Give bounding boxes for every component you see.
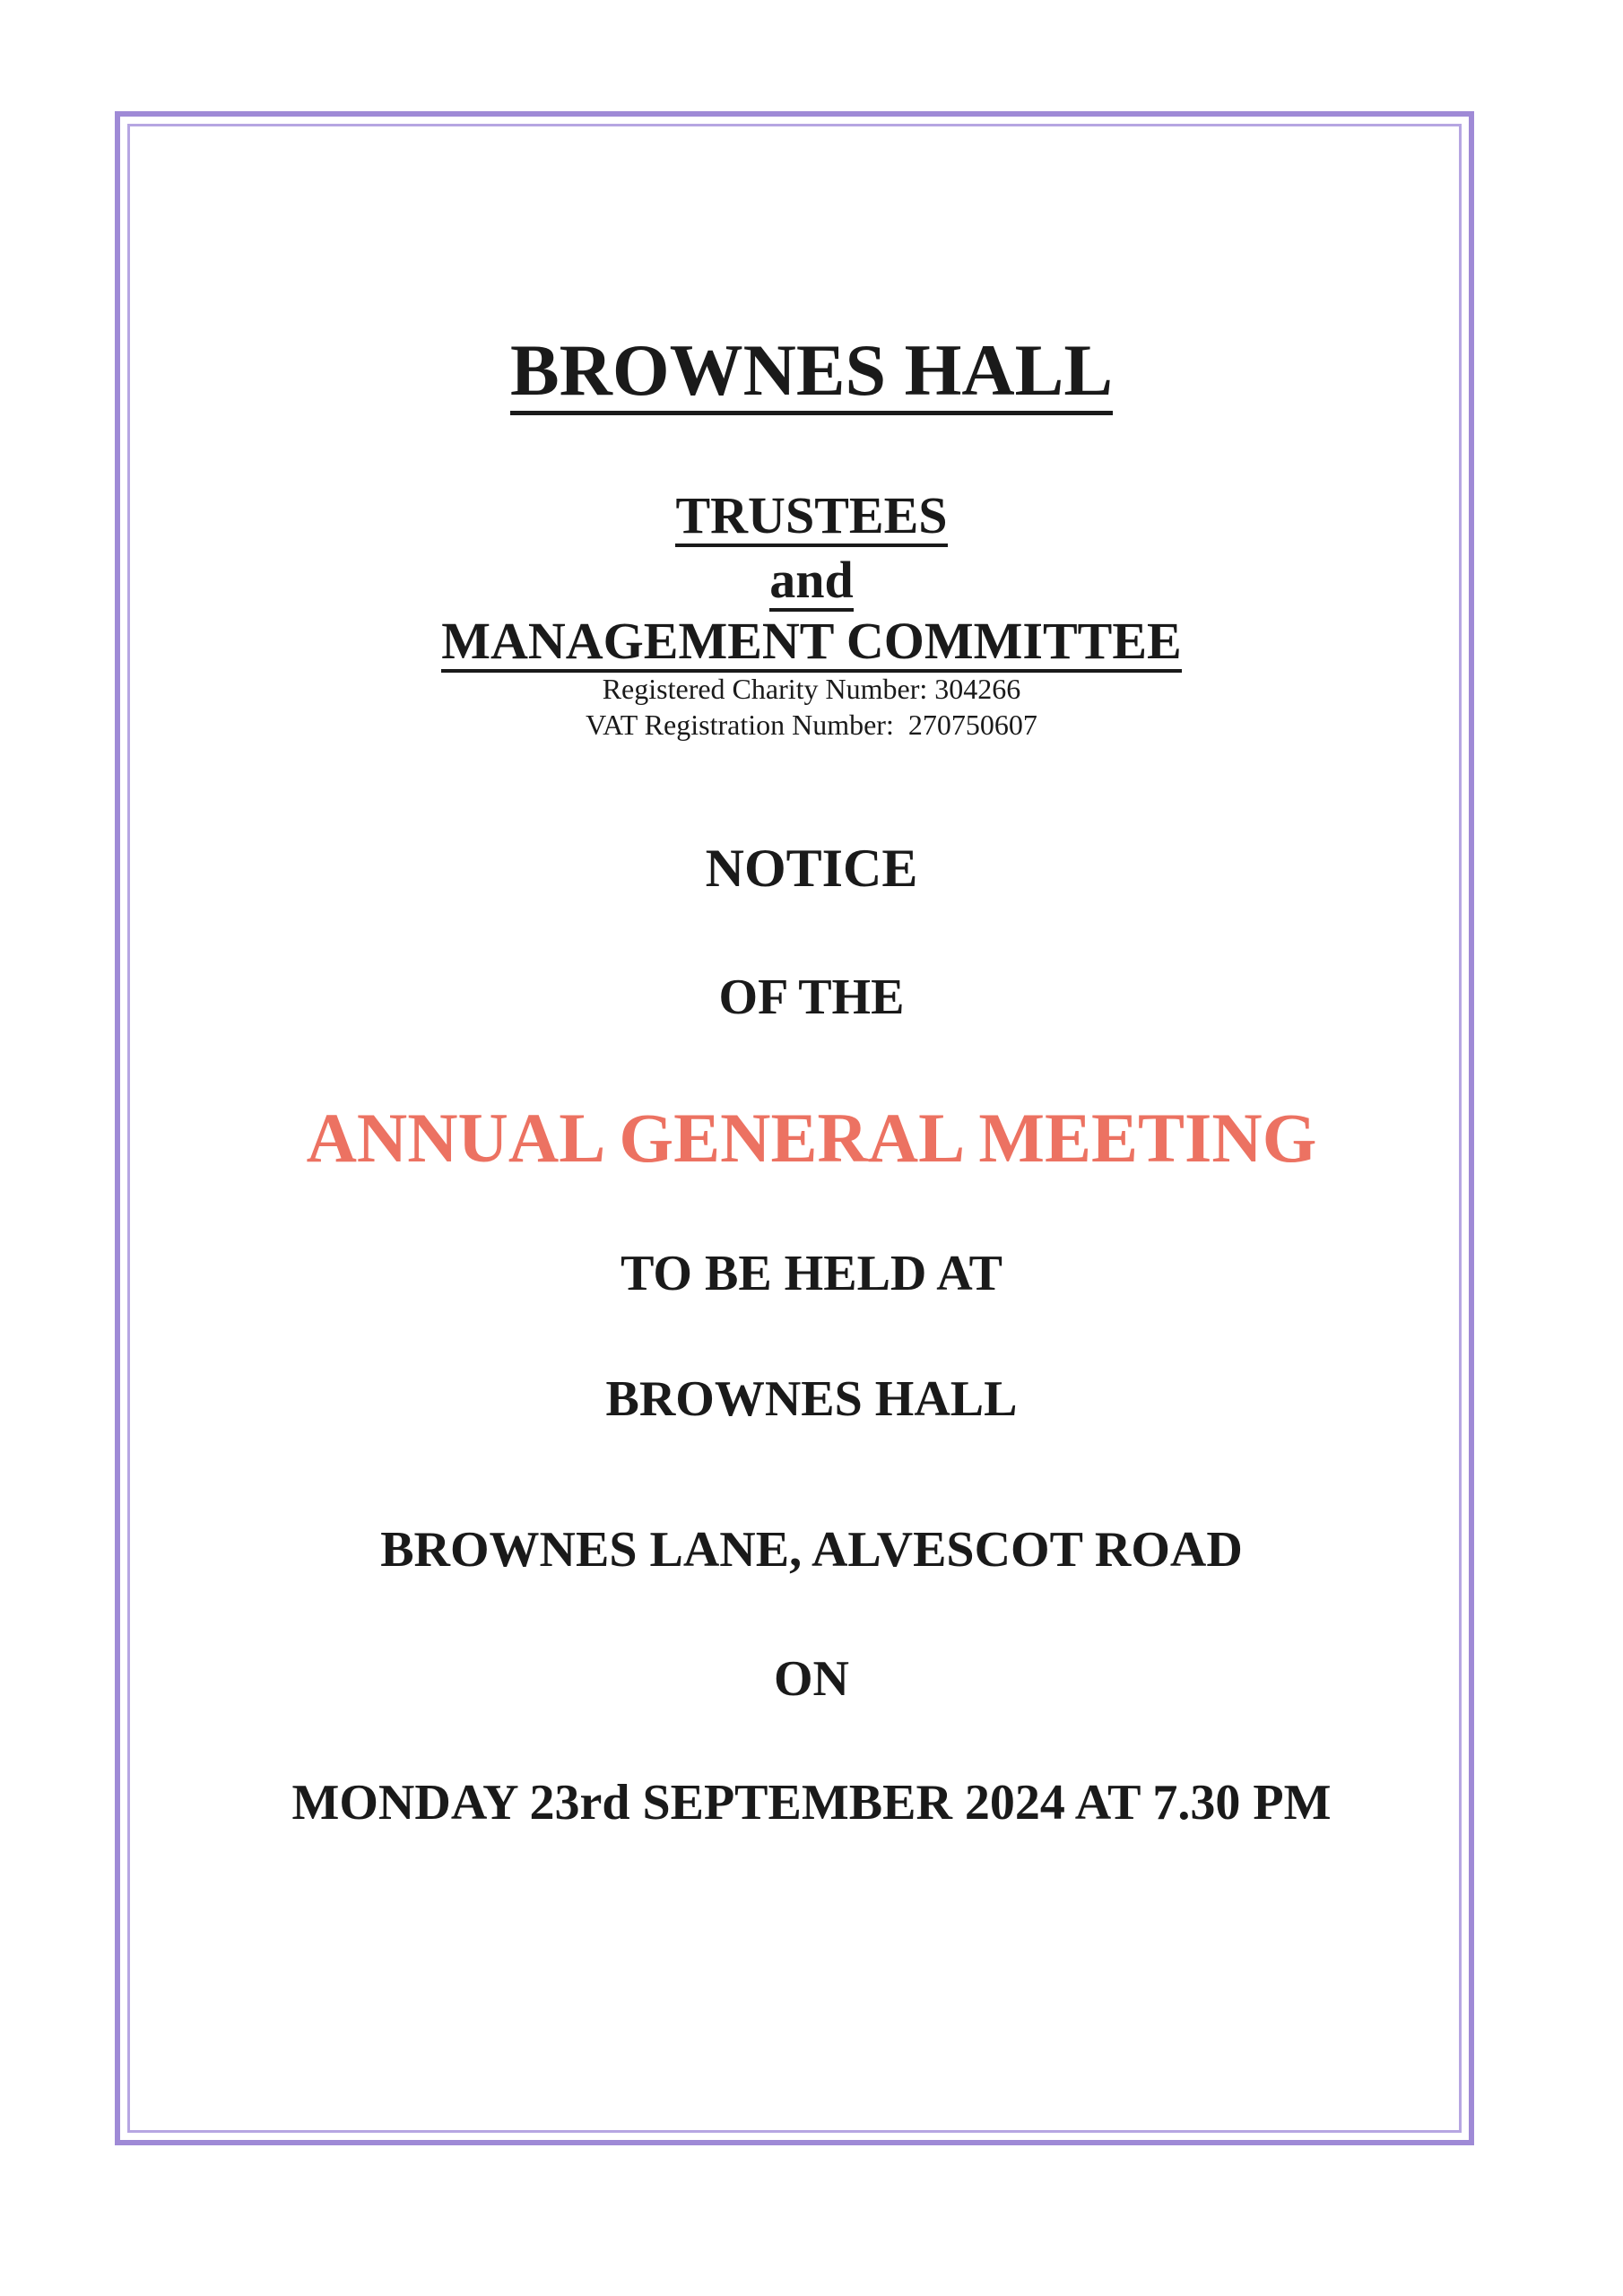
annual-general-meeting-heading: ANNUAL GENERAL MEETING (306, 1099, 1317, 1177)
charity-number: Registered Charity Number: 304266 (602, 673, 1021, 705)
hall-title-line (0, 329, 1623, 415)
venue-address: BROWNES LANE, ALVESCOT ROAD (380, 1522, 1243, 1578)
venue-name: BROWNES HALL (605, 1371, 1018, 1427)
and-line (0, 551, 1623, 612)
committee-line (0, 612, 1623, 673)
notice-heading: NOTICE (705, 839, 918, 898)
on-text: ON (774, 1651, 849, 1707)
trustees-heading: TRUSTEES (675, 490, 947, 547)
trustees-line (0, 486, 1623, 547)
vat-number: VAT Registration Number: 270750607 (586, 709, 1037, 741)
meeting-date-time: MONDAY 23rd SEPTEMBER 2024 AT 7.30 PM (291, 1775, 1332, 1831)
committee-heading: MANAGEMENT COMMITTEE (441, 615, 1181, 673)
to-be-held-text: TO BE HELD AT (621, 1246, 1002, 1301)
of-the-text: OF THE (718, 970, 905, 1025)
and-heading: and (769, 554, 854, 612)
hall-title: BROWNES HALL (510, 334, 1113, 415)
